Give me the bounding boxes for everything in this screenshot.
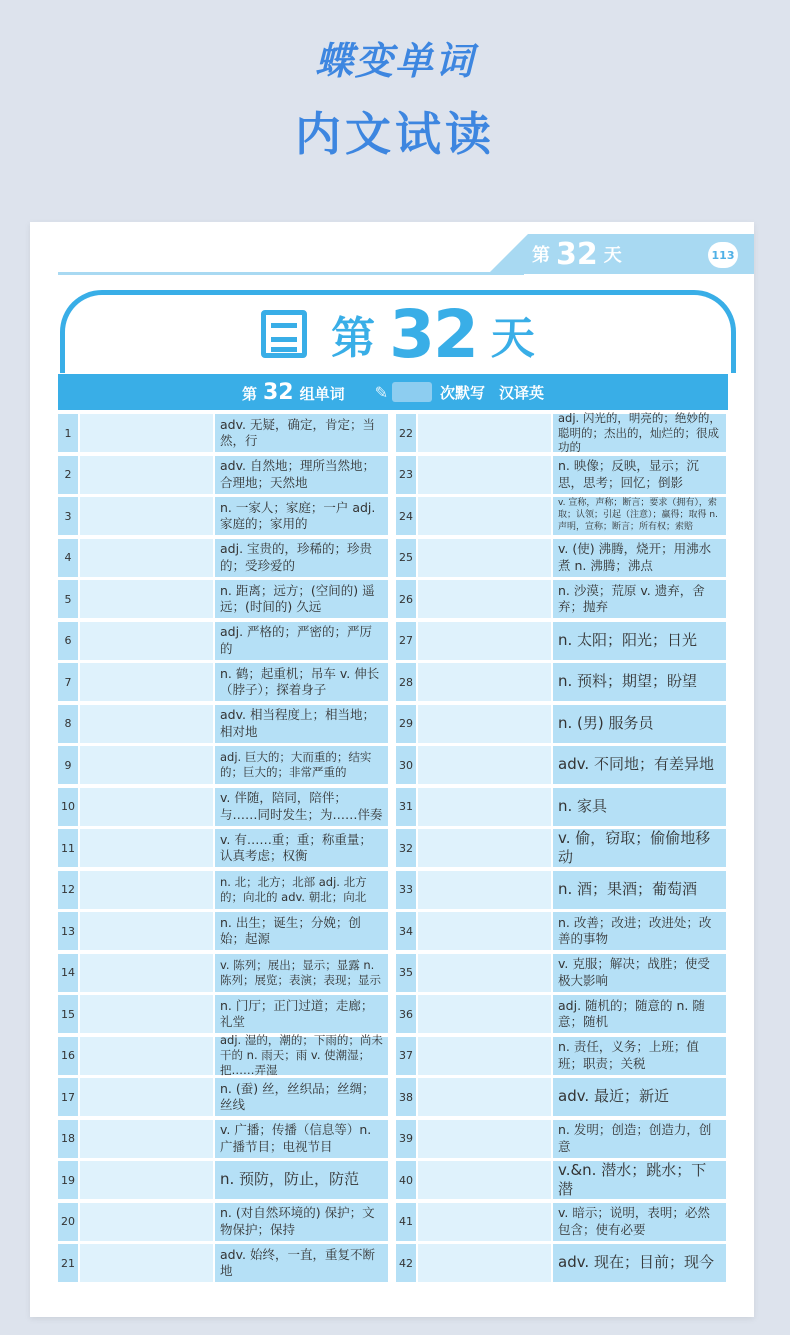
- entry-number: 4: [58, 539, 78, 577]
- answer-blank[interactable]: [80, 829, 213, 867]
- entry-definition: adj. 随机的；随意的 n. 随意；随机: [553, 995, 726, 1033]
- answer-blank[interactable]: [80, 1120, 213, 1158]
- answer-blank[interactable]: [80, 663, 213, 701]
- answer-blank[interactable]: [80, 788, 213, 826]
- entry-number: 1: [58, 414, 78, 452]
- word-row: [58, 995, 388, 1033]
- answer-blank[interactable]: [418, 539, 551, 577]
- answer-blank[interactable]: [418, 497, 551, 535]
- entry-definition: n. 酒；果酒；葡萄酒: [553, 871, 726, 909]
- word-row: [396, 622, 726, 660]
- entry-number: 11: [58, 829, 78, 867]
- header-rule: [58, 272, 524, 275]
- word-row: [396, 539, 726, 577]
- answer-blank[interactable]: [418, 1161, 551, 1199]
- word-row: [396, 1244, 726, 1282]
- word-row: [58, 705, 388, 743]
- entry-definition: v. 偷，窃取；偷偷地移动: [553, 829, 726, 867]
- entry-definition: adj. 宝贵的，珍稀的；珍贵的；受珍爱的: [215, 539, 388, 577]
- answer-blank[interactable]: [80, 1161, 213, 1199]
- calendar-icon: [261, 310, 307, 358]
- entry-definition: n. 北；北方；北部 adj. 北方的；向北的 adv. 朝北；向北: [215, 871, 388, 909]
- group-suffix: 组单词: [299, 384, 345, 403]
- entry-number: 5: [58, 580, 78, 618]
- day-tab-prefix: 第: [532, 245, 550, 266]
- answer-blank[interactable]: [80, 954, 213, 992]
- entry-number: 19: [58, 1161, 78, 1199]
- entry-definition: adv. 自然地；理所当然地；合理地；天然地: [215, 456, 388, 494]
- book-page: [30, 222, 754, 1317]
- entry-number: 8: [58, 705, 78, 743]
- word-row: [58, 1203, 388, 1241]
- entry-number: 3: [58, 497, 78, 535]
- entry-definition: adj. 严格的；严密的；严厉的: [215, 622, 388, 660]
- entry-definition: n. 出生；诞生；分娩；创始；起源: [215, 912, 388, 950]
- entry-number: 23: [396, 456, 416, 494]
- brand-logo: 蝶变单词: [314, 39, 475, 83]
- answer-blank[interactable]: [418, 580, 551, 618]
- word-row: [396, 871, 726, 909]
- day-title-number: 32: [389, 295, 477, 373]
- entry-definition: n. 改善；改进；改进处；改善的事物: [553, 912, 726, 950]
- word-row: [396, 1078, 726, 1116]
- answer-blank[interactable]: [80, 580, 213, 618]
- answer-blank[interactable]: [80, 1078, 213, 1116]
- answer-blank[interactable]: [418, 1244, 551, 1282]
- entry-number: 18: [58, 1120, 78, 1158]
- entry-definition: v. 陈列；展出；显示；显露 n. 陈列；展览；表演；表现；显示: [215, 954, 388, 992]
- entry-number: 15: [58, 995, 78, 1033]
- entry-definition: n. 门厅；正门过道；走廊；礼堂: [215, 995, 388, 1033]
- word-row: [58, 622, 388, 660]
- entry-definition: n. 预防，防止，防范: [215, 1161, 388, 1199]
- entry-definition: v. 伴随，陪同，陪伴；与……同时发生；为……伴奏: [215, 788, 388, 826]
- word-row: [58, 912, 388, 950]
- word-row: [58, 871, 388, 909]
- entry-definition: v.&n. 潜水；跳水；下潜: [553, 1161, 726, 1199]
- entry-number: 13: [58, 912, 78, 950]
- entry-number: 41: [396, 1203, 416, 1241]
- word-row: [58, 414, 388, 452]
- mode-label: 汉译英: [499, 383, 545, 402]
- entry-number: 25: [396, 539, 416, 577]
- entry-definition: adv. 现在；目前；现今: [553, 1244, 726, 1282]
- entry-definition: adv. 不同地；有差异地: [553, 746, 726, 784]
- answer-blank[interactable]: [418, 456, 551, 494]
- answer-blank[interactable]: [80, 912, 213, 950]
- word-row: [58, 456, 388, 494]
- entry-number: 7: [58, 663, 78, 701]
- entry-definition: v. 有……重；重；称重量；认真考虑；权衡: [215, 829, 388, 867]
- word-row: [58, 788, 388, 826]
- dictation-count-blank: [392, 382, 432, 402]
- day-tab-suffix: 天: [603, 245, 622, 266]
- word-row: [58, 1244, 388, 1282]
- answer-blank[interactable]: [418, 1037, 551, 1075]
- word-row: [396, 1120, 726, 1158]
- entry-number: 22: [396, 414, 416, 452]
- entry-definition: n. (对自然环境的) 保护；文物保护；保持: [215, 1203, 388, 1241]
- answer-blank[interactable]: [418, 1203, 551, 1241]
- entry-number: 24: [396, 497, 416, 535]
- word-row: [58, 497, 388, 535]
- answer-blank[interactable]: [80, 871, 213, 909]
- entry-definition: adv. 无疑，确定，肯定；当然，行: [215, 414, 388, 452]
- answer-blank[interactable]: [80, 622, 213, 660]
- word-row: [396, 663, 726, 701]
- entry-definition: n. 预料；期望；盼望: [553, 663, 726, 701]
- entry-number: 6: [58, 622, 78, 660]
- entry-number: 28: [396, 663, 416, 701]
- entry-number: 20: [58, 1203, 78, 1241]
- entry-number: 40: [396, 1161, 416, 1199]
- entry-definition: n. 家具: [553, 788, 726, 826]
- entry-number: 35: [396, 954, 416, 992]
- answer-blank[interactable]: [80, 539, 213, 577]
- dictation-label: 次默写: [440, 383, 486, 402]
- answer-blank[interactable]: [418, 871, 551, 909]
- word-row: [396, 410, 726, 455]
- word-row: [396, 995, 726, 1033]
- answer-blank[interactable]: [80, 497, 213, 535]
- answer-blank[interactable]: [80, 746, 213, 784]
- answer-blank[interactable]: [418, 1120, 551, 1158]
- entry-definition: v. 宣称，声称；断言；要求（拥有），索取；认领；引起（注意）；赢得；取得 n. 声明，宣称；断言；所有权；索赔: [553, 497, 726, 535]
- entry-definition: adv. 最近；新近: [553, 1078, 726, 1116]
- answer-blank[interactable]: [80, 456, 213, 494]
- entry-definition: n. (蚕) 丝，丝织品；丝绸；丝线: [215, 1078, 388, 1116]
- word-row: [58, 1078, 388, 1116]
- entry-number: 2: [58, 456, 78, 494]
- word-row: [58, 1120, 388, 1158]
- entry-number: 26: [396, 580, 416, 618]
- answer-blank[interactable]: [418, 1078, 551, 1116]
- entry-definition: n. 发明；创造；创造力，创意: [553, 1120, 726, 1158]
- day-title-suffix: 天: [490, 313, 535, 364]
- word-row: [396, 1037, 726, 1075]
- day-title-prefix: 第: [331, 313, 376, 364]
- word-row: [396, 1161, 726, 1199]
- entry-number: 30: [396, 746, 416, 784]
- entry-number: 10: [58, 788, 78, 826]
- word-row: [396, 1203, 726, 1241]
- answer-blank[interactable]: [418, 788, 551, 826]
- entry-number: 32: [396, 829, 416, 867]
- word-row: [396, 705, 726, 743]
- answer-blank[interactable]: [418, 622, 551, 660]
- entry-number: 38: [396, 1078, 416, 1116]
- word-row: [58, 1033, 388, 1077]
- answer-blank[interactable]: [418, 954, 551, 992]
- entry-number: 36: [396, 995, 416, 1033]
- word-row: [58, 1161, 388, 1199]
- entry-number: 17: [58, 1078, 78, 1116]
- word-row: [396, 456, 726, 494]
- group-prefix: 第: [241, 384, 257, 403]
- group-number: 32: [262, 379, 294, 405]
- entry-definition: adj. 湿的，潮的；下雨的；尚未干的 n. 雨天；雨 v. 使潮湿；把……弄湿: [215, 1037, 388, 1075]
- entry-definition: adv. 始终，一直，重复不断地: [215, 1244, 388, 1282]
- answer-blank[interactable]: [418, 829, 551, 867]
- answer-blank[interactable]: [80, 414, 213, 452]
- entry-definition: n. (男) 服务员: [553, 705, 726, 743]
- entry-definition: adj. 闪光的，明亮的；绝妙的，聪明的；杰出的，灿烂的；很成功的: [553, 414, 726, 452]
- entry-definition: n. 沙漠；荒原 v. 遗弃，舍弃；抛弃: [553, 580, 726, 618]
- word-row: [58, 539, 388, 577]
- entry-definition: v. 暗示；说明，表明；必然包含；使有必要: [553, 1203, 726, 1241]
- entry-number: 39: [396, 1120, 416, 1158]
- page-headline: 内文试读: [295, 107, 495, 161]
- pencil-icon: ✎: [374, 382, 389, 402]
- entry-number: 14: [58, 954, 78, 992]
- entry-number: 31: [396, 788, 416, 826]
- entry-number: 34: [396, 912, 416, 950]
- entry-number: 27: [396, 622, 416, 660]
- entry-number: 37: [396, 1037, 416, 1075]
- word-row: [396, 912, 726, 950]
- day-title: [60, 296, 736, 372]
- answer-blank[interactable]: [80, 1244, 213, 1282]
- answer-blank[interactable]: [80, 995, 213, 1033]
- entry-number: 42: [396, 1244, 416, 1282]
- entry-definition: adj. 巨大的；大而重的；结实的；巨大的；非常严重的: [215, 746, 388, 784]
- word-row: [396, 497, 726, 535]
- group-bar: [58, 374, 728, 410]
- word-row: [58, 580, 388, 618]
- word-row: [396, 788, 726, 826]
- entry-definition: n. 太阳；阳光；日光: [553, 622, 726, 660]
- entry-number: 16: [58, 1037, 78, 1075]
- word-row: [396, 954, 726, 992]
- answer-blank[interactable]: [418, 912, 551, 950]
- entry-definition: n. 责任，义务；上班；值班；职责；关税: [553, 1037, 726, 1075]
- answer-blank[interactable]: [418, 414, 551, 452]
- word-row: [396, 580, 726, 618]
- word-row: [58, 954, 388, 992]
- answer-blank[interactable]: [80, 1203, 213, 1241]
- entry-definition: adv. 相当程度上；相当地；相对地: [215, 705, 388, 743]
- group-label: [242, 380, 345, 405]
- entry-number: 33: [396, 871, 416, 909]
- word-row: [396, 829, 726, 867]
- entry-number: 9: [58, 746, 78, 784]
- answer-blank[interactable]: [80, 705, 213, 743]
- answer-blank[interactable]: [418, 705, 551, 743]
- answer-blank[interactable]: [418, 746, 551, 784]
- entry-definition: n. 距离；远方；(空间的) 遥远；(时间的) 久远: [215, 580, 388, 618]
- entry-definition: n. 一家人；家庭；一户 adj. 家庭的；家用的: [215, 497, 388, 535]
- entry-definition: v. (使) 沸腾，烧开；用沸水煮 n. 沸腾；沸点: [553, 539, 726, 577]
- entry-definition: v. 广播；传播（信息等）n. 广播节目；电视节目: [215, 1120, 388, 1158]
- entry-definition: n. 映像；反映，显示；沉思，思考；回忆；倒影: [553, 456, 726, 494]
- answer-blank[interactable]: [418, 995, 551, 1033]
- word-row: [396, 746, 726, 784]
- page-number: 113: [708, 242, 738, 268]
- word-row: [58, 829, 388, 867]
- entry-number: 29: [396, 705, 416, 743]
- entry-definition: v. 克服；解决；战胜；使受极大影响: [553, 954, 726, 992]
- answer-blank[interactable]: [418, 663, 551, 701]
- entry-number: 21: [58, 1244, 78, 1282]
- day-tab-label: [532, 236, 622, 272]
- entry-definition: n. 鹤；起重机；吊车 v. 伸长（脖子）；探着身子: [215, 663, 388, 701]
- word-row: [58, 663, 388, 701]
- day-tab-number: 32: [556, 236, 598, 272]
- answer-blank[interactable]: [80, 1037, 213, 1075]
- word-row: [58, 746, 388, 784]
- entry-number: 12: [58, 871, 78, 909]
